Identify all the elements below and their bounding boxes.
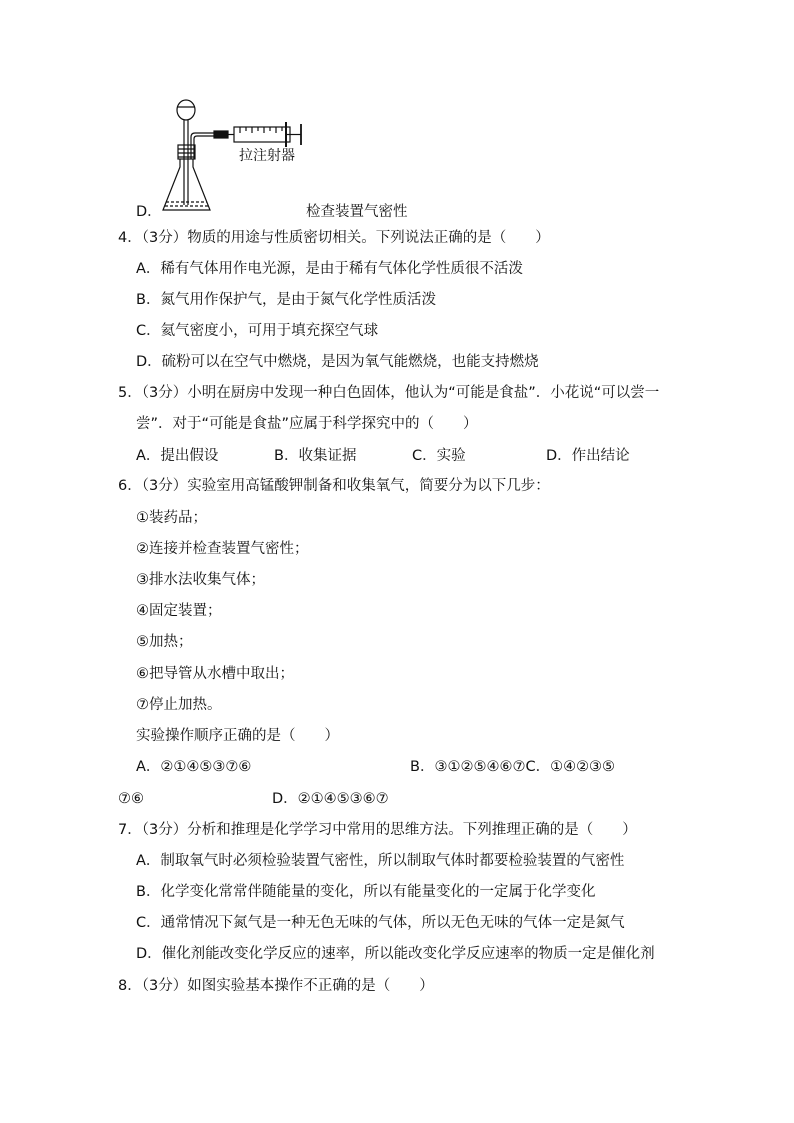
syringe-label: 拉注射器 xyxy=(239,148,295,164)
question-7-stem: 7．（3分）分析和推理是化学学习中常用的思维方法。下列推理正确的是（ ） xyxy=(118,822,637,838)
question-4-option-a: A．稀有气体用作电光源，是由于稀有气体化学性质很不活泼 xyxy=(136,261,523,277)
conical-flask-icon xyxy=(163,145,210,210)
question-6-option-d: D．②①④⑤③⑥⑦ xyxy=(272,791,389,807)
question-4-stem: 4．（3分）物质的用途与性质密切相关。下列说法正确的是（ ） xyxy=(118,230,550,246)
question-6-step: ⑦停止加热。 xyxy=(136,697,222,713)
question-6-question: 实验操作顺序正确的是（ ） xyxy=(136,728,339,744)
question-6-option-b-c: B．③①②⑤④⑥⑦C．①④②③⑤ xyxy=(410,759,616,775)
question-7-option-a: A．制取氧气时必须检验装置气密性，所以制取气体时都要检验装置的气密性 xyxy=(136,853,625,869)
question-6-stem: 6．（3分）实验室用高锰酸钾制备和收集氧气，简要分为以下几步： xyxy=(118,478,550,494)
question-5-option-a: A．提出假设 xyxy=(136,448,219,464)
question-6-step: ③排水法收集气体； xyxy=(136,572,265,588)
question-6-option-a: A．②①④⑤③⑦⑥ xyxy=(136,759,252,775)
question-6-step: ⑥把导管从水槽中取出； xyxy=(136,666,294,682)
question-6-step: ④固定装置； xyxy=(136,603,222,619)
question-5-option-c: C．实验 xyxy=(412,448,466,464)
question-4-option-d: D．硫粉可以在空气中燃烧，是因为氧气能燃烧，也能支持燃烧 xyxy=(136,354,539,370)
question-6-step: ⑤加热； xyxy=(136,634,193,650)
question-8-stem: 8．（3分）如图实验基本操作不正确的是（ ） xyxy=(118,978,434,994)
question-6-step: ②连接并检查装置气密性； xyxy=(136,541,309,557)
figure-caption: 检查装置气密性 xyxy=(306,204,408,220)
question-5-stem-line-1: 5．（3分）小明在厨房中发现一种白色固体，他认为“可能是食盐”．小花说“可以尝一 xyxy=(118,385,660,401)
question-7-option-c: C．通常情况下氮气是一种无色无味的气体，所以无色无味的气体一定是氮气 xyxy=(136,915,625,931)
option-d-letter: D． xyxy=(136,204,162,220)
question-5-option-d: D．作出结论 xyxy=(546,448,630,464)
question-7-option-b: B．化学变化常常伴随能量的变化，所以有能量变化的一定属于化学变化 xyxy=(136,884,596,900)
question-4-option-b: B．氮气用作保护气，是由于氮气化学性质活泼 xyxy=(136,292,436,308)
question-5-option-b: B．收集证据 xyxy=(274,448,357,464)
question-6-step: ①装药品； xyxy=(136,510,207,526)
question-4-option-c: C．氦气密度小，可用于填充探空气球 xyxy=(136,323,379,339)
question-6-option-c-continued: ⑦⑥ xyxy=(118,791,144,807)
question-5-stem-line-2: 尝”．对于“可能是食盐”应属于科学探究中的（ ） xyxy=(136,416,478,432)
question-7-option-d: D．催化剂能改变化学反应的速率，所以能改变化学反应速率的物质一定是催化剂 xyxy=(136,946,655,962)
syringe-icon xyxy=(228,122,301,147)
delivery-tube-icon xyxy=(191,131,228,159)
